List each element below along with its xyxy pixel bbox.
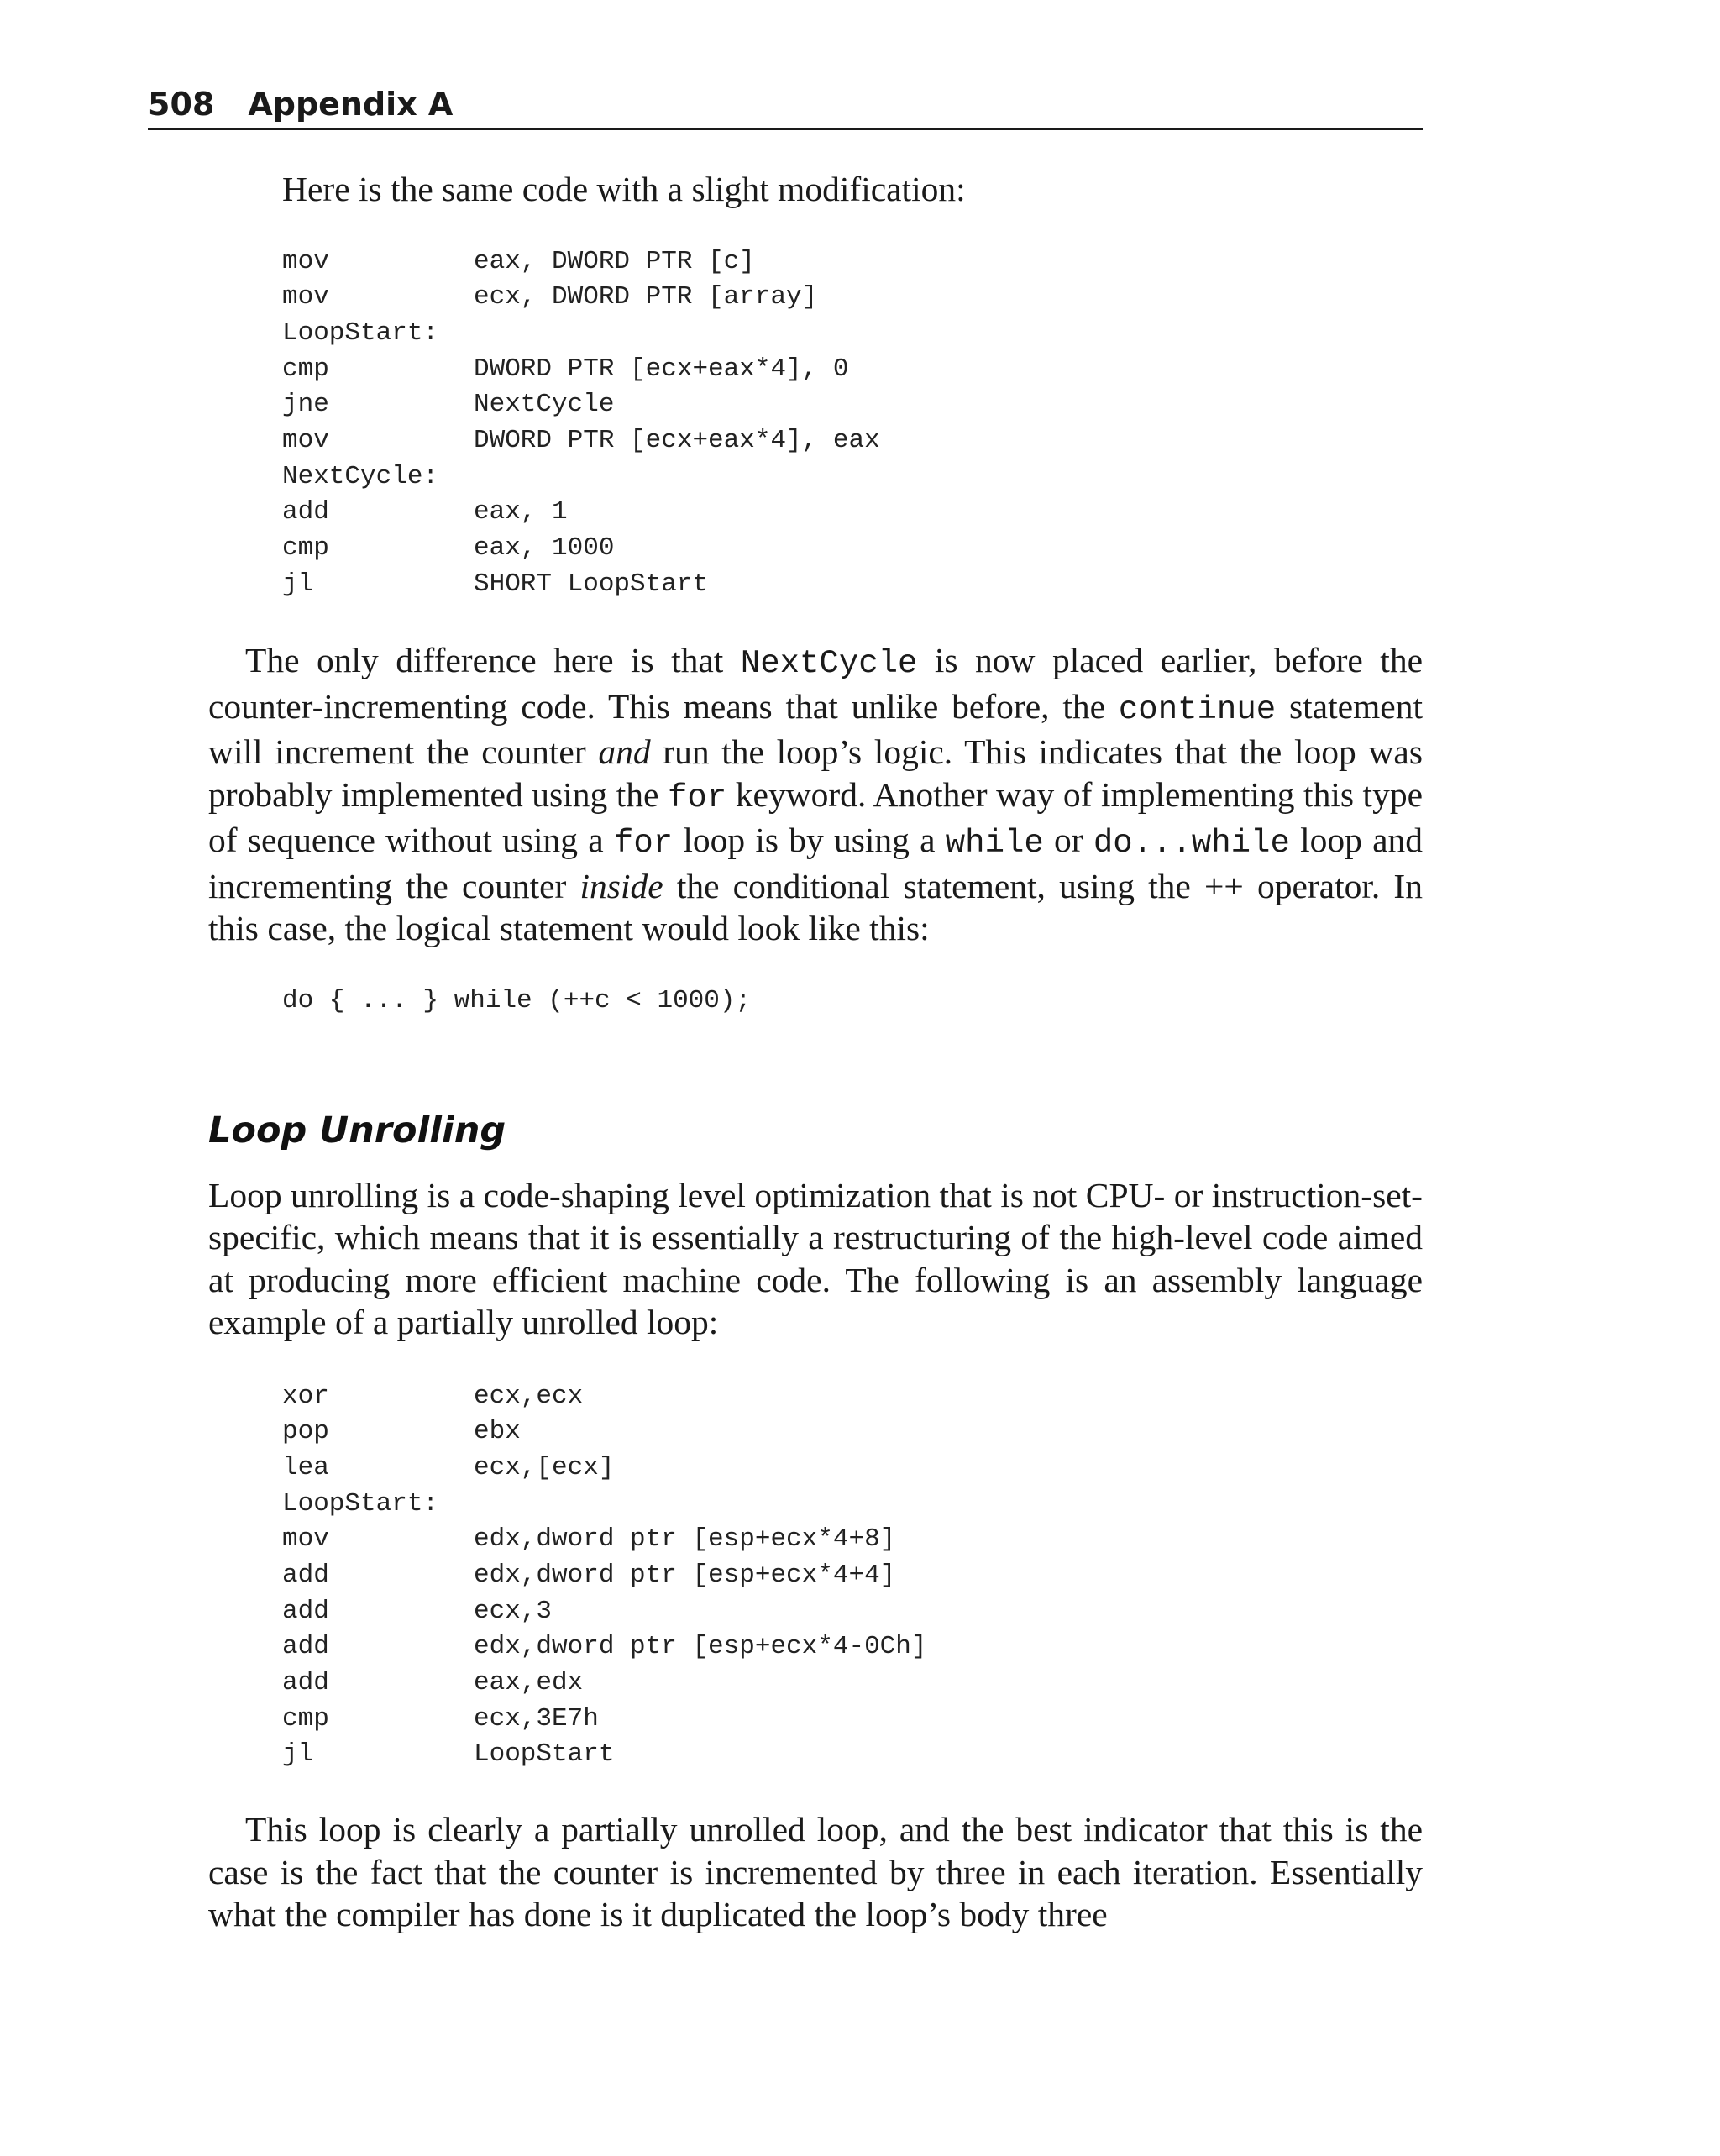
code-block-2: [282, 984, 1423, 1020]
code-block-1: [282, 244, 1423, 603]
code-line: xor ecx,ecx: [282, 1381, 584, 1411]
section-heading: Loop Unrolling: [208, 1109, 506, 1151]
code-line: cmp DWORD PTR [ecx+eax*4], 0: [282, 354, 849, 384]
code-line: LoopStart:: [282, 1488, 439, 1519]
code-line: mov edx,dword ptr [esp+ecx*4+8]: [282, 1524, 896, 1555]
code-line: jl SHORT LoopStart: [282, 569, 709, 599]
code-block-3: [282, 1379, 1423, 1774]
page-number: 508: [148, 86, 215, 123]
closing-paragraph: This loop is clearly a partially unrolled loop, and the best indicator that this is the case is the fact that the counter is incremented by three in each iteration. Essentially what the compiler has done is it duplicated the loop’s body three: [208, 1810, 1423, 1934]
code-line: add edx,dword ptr [esp+ecx*4+4]: [282, 1561, 896, 1590]
code-line: pop ebx: [282, 1417, 521, 1447]
code-line: add ecx,3: [282, 1596, 553, 1626]
code-line: add eax, 1: [282, 497, 568, 527]
running-header: [148, 81, 1423, 130]
code-line: mov eax, DWORD PTR [c]: [282, 246, 755, 276]
page-body: [208, 168, 1424, 1936]
code-line: cmp eax, 1000: [282, 533, 615, 563]
loop-unrolling-paragraph: Loop unrolling is a code-shaping level optimization that is not CPU- or instruction-set-specific, which means that it is essentially a restructuring of the high-level code aimed at producing more efficient machine code. The following is an assembly language example of a partially unrolled loop:: [208, 1175, 1423, 1342]
code-line: jl LoopStart: [282, 1739, 615, 1770]
code-line: add eax,edx: [282, 1668, 584, 1698]
running-title: Appendix A: [248, 86, 454, 123]
code-line: NextCycle:: [282, 461, 439, 491]
code-line: mov ecx, DWORD PTR [array]: [282, 282, 818, 312]
code-line: do { ... } while (++c < 1000);: [282, 985, 752, 1015]
code-line: lea ecx,[ecx]: [282, 1452, 615, 1482]
code-line: mov DWORD PTR [ecx+eax*4], eax: [282, 425, 880, 455]
code-line: LoopStart:: [282, 317, 439, 348]
code-line: add edx,dword ptr [esp+ecx*4-0Ch]: [282, 1632, 927, 1662]
code-line: cmp ecx,3E7h: [282, 1703, 599, 1734]
code-line: jne NextCycle: [282, 390, 615, 420]
explanation-paragraph: The only difference here is that NextCycle is now placed earlier, before the counter-incrementing code. This means that unlike before, the continue statement will increment the counter and run the loop’s logic. This indicates that the loop was probably implemented using the for keyword. Another way of implementing this type of sequence without using a for loop is by using a while or do...while loop and incrementing the counter inside the conditional statement, using the ++ operator. In this case, the logical statement would look like this:: [208, 641, 1424, 948]
intro-paragraph: Here is the same code with a slight modification:: [282, 170, 966, 208]
